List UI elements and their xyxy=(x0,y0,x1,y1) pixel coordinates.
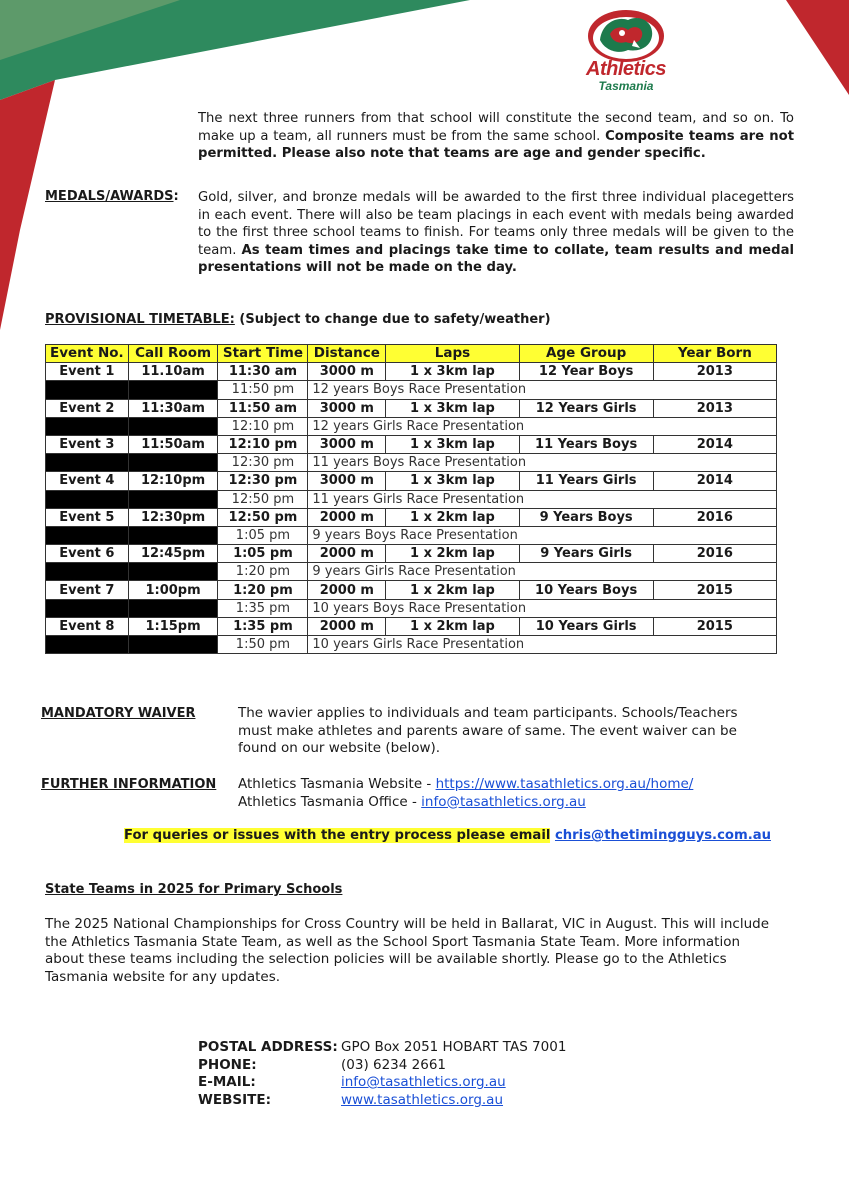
black-cell xyxy=(46,381,129,399)
event-cell: Event 1 xyxy=(46,363,129,381)
black-cell xyxy=(46,454,129,472)
start-time-cell: 1:35 pm xyxy=(218,617,308,635)
laps-cell: 1 x 3km lap xyxy=(386,399,519,417)
presentation-time-cell: 1:20 pm xyxy=(218,563,308,581)
presentation-row xyxy=(46,599,777,617)
distance-cell: 2000 m xyxy=(308,617,386,635)
call-room-cell: 12:10pm xyxy=(128,472,218,490)
age-group-cell: 11 Years Boys xyxy=(519,435,653,453)
presentation-cell: 10 years Girls Race Presentation xyxy=(308,636,777,654)
event-cell: Event 8 xyxy=(46,617,129,635)
black-cell xyxy=(46,636,129,654)
table-row xyxy=(46,581,777,599)
logo-line1: Athletics xyxy=(586,58,666,80)
year-born-cell: 2015 xyxy=(653,617,776,635)
contact-email-link[interactable]: info@tasathletics.org.au xyxy=(341,1074,506,1090)
query-email-link[interactable]: chris@thetimingguys.com.au xyxy=(554,828,771,843)
age-group-cell: 9 Years Girls xyxy=(519,545,653,563)
event-cell: Event 7 xyxy=(46,581,129,599)
state-teams-text: The 2025 National Championships for Cross Country will be held in Ballarat, VIC in August. This will include the Athletics Tasmania State Team, as well as the School Sport Tasmania State Team. More information about these teams including the selection policies will be available shortly. Please go to the Athletics Tasmania website for any updates. xyxy=(45,916,770,985)
start-time-cell: 1:20 pm xyxy=(218,581,308,599)
start-time-cell: 11:50 am xyxy=(218,399,308,417)
office-email-link[interactable]: info@tasathletics.org.au xyxy=(421,793,586,810)
presentation-time-cell: 12:30 pm xyxy=(218,454,308,472)
year-born-cell: 2013 xyxy=(653,363,776,381)
medals-label-colon: : xyxy=(173,189,179,204)
age-group-cell: 12 Year Boys xyxy=(519,363,653,381)
presentation-time-cell: 1:35 pm xyxy=(218,599,308,617)
call-room-cell: 11:50am xyxy=(128,435,218,453)
laps-cell: 1 x 3km lap xyxy=(386,363,519,381)
black-cell xyxy=(46,526,129,544)
phone-label: PHONE: xyxy=(198,1056,257,1073)
age-group-cell: 11 Years Girls xyxy=(519,472,653,490)
presentation-time-cell: 1:05 pm xyxy=(218,526,308,544)
header-event-no: Event No. xyxy=(46,345,129,363)
black-cell xyxy=(128,381,218,399)
distance-cell: 3000 m xyxy=(308,435,386,453)
presentation-time-cell: 1:50 pm xyxy=(218,636,308,654)
medals-bold-text: As team times and placings take time to collate, team results and medal presentations will not be made on the day. xyxy=(198,242,794,275)
laps-cell: 1 x 3km lap xyxy=(386,435,519,453)
header-distance: Distance xyxy=(308,345,386,363)
header-year-born: Year Born xyxy=(653,345,776,363)
website-line xyxy=(238,776,778,794)
query-text: For queries or issues with the entry process please email xyxy=(124,828,551,843)
event-cell: Event 5 xyxy=(46,508,129,526)
distance-cell: 3000 m xyxy=(308,363,386,381)
phone-value: (03) 6234 2661 xyxy=(341,1056,447,1073)
event-cell: Event 2 xyxy=(46,399,129,417)
age-group-cell: 10 Years Boys xyxy=(519,581,653,599)
black-cell xyxy=(46,417,129,435)
table-header-row xyxy=(46,345,777,363)
age-group-cell: 12 Years Girls xyxy=(519,399,653,417)
presentation-cell: 10 years Boys Race Presentation xyxy=(308,599,777,617)
presentation-row xyxy=(46,563,777,581)
black-cell xyxy=(128,490,218,508)
header-laps: Laps xyxy=(386,345,519,363)
laps-cell: 1 x 2km lap xyxy=(386,508,519,526)
distance-cell: 3000 m xyxy=(308,399,386,417)
website-label: WEBSITE: xyxy=(198,1091,271,1108)
table-row xyxy=(46,435,777,453)
call-room-cell: 12:30pm xyxy=(128,508,218,526)
waiver-label: MANDATORY WAIVER xyxy=(41,706,196,721)
query-line xyxy=(124,828,771,843)
call-room-cell: 1:15pm xyxy=(128,617,218,635)
year-born-cell: 2014 xyxy=(653,435,776,453)
red-band-right xyxy=(786,0,849,95)
presentation-row xyxy=(46,381,777,399)
table-row xyxy=(46,472,777,490)
black-cell xyxy=(128,454,218,472)
presentation-time-cell: 12:10 pm xyxy=(218,417,308,435)
event-cell: Event 6 xyxy=(46,545,129,563)
laps-cell: 1 x 2km lap xyxy=(386,545,519,563)
distance-cell: 2000 m xyxy=(308,545,386,563)
presentation-cell: 11 years Boys Race Presentation xyxy=(308,454,777,472)
black-cell xyxy=(128,417,218,435)
presentation-cell: 9 years Boys Race Presentation xyxy=(308,526,777,544)
table-row xyxy=(46,399,777,417)
age-group-cell: 10 Years Girls xyxy=(519,617,653,635)
presentation-cell: 9 years Girls Race Presentation xyxy=(308,563,777,581)
timetable-note: (Subject to change due to safety/weather) xyxy=(234,312,551,327)
timetable-heading xyxy=(45,312,551,327)
distance-cell: 2000 m xyxy=(308,581,386,599)
postal-value: GPO Box 2051 HOBART TAS 7001 xyxy=(341,1039,567,1055)
logo-text xyxy=(578,58,674,93)
timetable-heading-text: PROVISIONAL TIMETABLE: xyxy=(45,312,235,327)
year-born-cell: 2016 xyxy=(653,508,776,526)
distance-cell: 3000 m xyxy=(308,472,386,490)
website-link[interactable]: https://www.tasathletics.org.au/home/ xyxy=(435,776,694,792)
presentation-row xyxy=(46,417,777,435)
start-time-cell: 12:30 pm xyxy=(218,472,308,490)
year-born-cell: 2014 xyxy=(653,472,776,490)
laps-cell: 1 x 2km lap xyxy=(386,581,519,599)
table-row xyxy=(46,363,777,381)
state-teams-heading: State Teams in 2025 for Primary Schools xyxy=(45,882,343,897)
red-band-left xyxy=(0,80,55,330)
call-room-cell: 11:30am xyxy=(128,399,218,417)
year-born-cell: 2013 xyxy=(653,399,776,417)
start-time-cell: 11:30 am xyxy=(218,363,308,381)
header-call-room: Call Room xyxy=(128,345,218,363)
header-age-group: Age Group xyxy=(519,345,653,363)
start-time-cell: 1:05 pm xyxy=(218,545,308,563)
presentation-cell: 11 years Girls Race Presentation xyxy=(308,490,777,508)
start-time-cell: 12:50 pm xyxy=(218,508,308,526)
presentation-row xyxy=(46,490,777,508)
website-prefix: Athletics Tasmania Website - xyxy=(238,776,436,792)
year-born-cell: 2015 xyxy=(653,581,776,599)
age-group-cell: 9 Years Boys xyxy=(519,508,653,526)
presentation-row xyxy=(46,454,777,472)
black-cell xyxy=(46,599,129,617)
presentation-time-cell: 12:50 pm xyxy=(218,490,308,508)
waiver-text: The wavier applies to individuals and team participants. Schools/Teachers must make athletes and parents aware of same. The event waiver can be found on our website (below). xyxy=(238,705,738,756)
further-info-label: FURTHER INFORMATION xyxy=(41,777,217,792)
start-time-cell: 12:10 pm xyxy=(218,435,308,453)
black-cell xyxy=(46,563,129,581)
table-row xyxy=(46,545,777,563)
medals-paragraph xyxy=(198,189,794,277)
further-info-block xyxy=(238,776,778,811)
postal-label: POSTAL ADDRESS: xyxy=(198,1039,338,1055)
table-row xyxy=(46,508,777,526)
presentation-row xyxy=(46,526,777,544)
presentation-cell: 12 years Boys Race Presentation xyxy=(308,381,777,399)
presentation-cell: 12 years Girls Race Presentation xyxy=(308,417,777,435)
black-cell xyxy=(128,636,218,654)
timetable-body xyxy=(46,363,777,654)
presentation-row xyxy=(46,636,777,654)
black-cell xyxy=(128,526,218,544)
teams-text: The next three runners from that school will constitute the second team, and so on. To make up a team, all runners must be from the same school. xyxy=(198,111,794,144)
timetable-table xyxy=(45,344,777,654)
medals-label-text: MEDALS/AWARDS xyxy=(45,189,174,204)
laps-cell: 1 x 2km lap xyxy=(386,617,519,635)
medals-text: Gold, silver, and bronze medals will be awarded to the first three individual placegetters in each event. There will also be team placings in each event with medals being awarded to the first three school teams to finish. For teams only three medals will be given to the team. xyxy=(198,190,794,258)
event-cell: Event 3 xyxy=(46,435,129,453)
distance-cell: 2000 m xyxy=(308,508,386,526)
table-row xyxy=(46,617,777,635)
teams-paragraph xyxy=(198,110,794,163)
teams-bold-text: Composite teams are not permitted. Please also note that teams are age and gender specific. xyxy=(198,128,794,161)
laps-cell: 1 x 3km lap xyxy=(386,472,519,490)
logo-line2: Tasmania xyxy=(598,79,654,93)
contact-website-link[interactable]: www.tasathletics.org.au xyxy=(341,1091,504,1108)
header-start-time: Start Time xyxy=(218,345,308,363)
email-label: E-MAIL: xyxy=(198,1074,256,1090)
medals-label xyxy=(45,189,179,204)
office-prefix: Athletics Tasmania Office - xyxy=(238,793,422,810)
office-line xyxy=(238,794,778,812)
black-cell xyxy=(128,599,218,617)
year-born-cell: 2016 xyxy=(653,545,776,563)
presentation-time-cell: 11:50 pm xyxy=(218,381,308,399)
black-cell xyxy=(46,490,129,508)
call-room-cell: 1:00pm xyxy=(128,581,218,599)
black-cell xyxy=(128,563,218,581)
call-room-cell: 11.10am xyxy=(128,363,218,381)
event-cell: Event 4 xyxy=(46,472,129,490)
call-room-cell: 12:45pm xyxy=(128,545,218,563)
